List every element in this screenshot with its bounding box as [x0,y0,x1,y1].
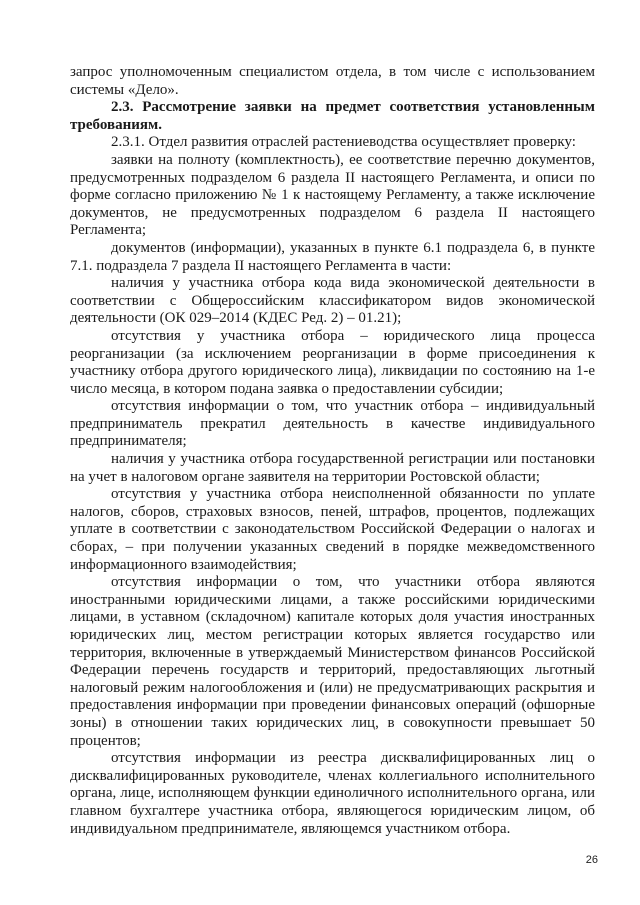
paragraph-registration: наличия у участника отбора государственной регистрации или постановки на учет в налоговом органе заявителя на территории Ростовской области; [70,451,595,485]
paragraph-tax-obligations: отсутствия у участника отбора неисполненной обязанности по уплате налогов, сборов, страховых взносов, пеней, штрафов, процентов, подлежащих уплате в соответствии с законодательством Российской Федерации о налогах и сборах, – при получении указанных сведений в порядке межведомственного информационного взаимодействия; [70,486,595,573]
paragraph-completeness-check: заявки на полноту (комплектность), ее соответствие перечню документов, предусмотренных подразделом 6 раздела II настоящего Регламента, и описи по форме согласно приложению № 1 к настоящему Регламенту, а также исключение документов, не предусмотренных подразделом 6 раздела II настоящего Регламента; [70,151,595,239]
paragraph-foreign-entities: отсутствия информации о том, что участники отбора являются иностранными юридическими лицами, а также российскими юридическими лицами, в уставном (складочном) капитале которых доля участия иностранных юридических лиц, местом регистрации которых является государство или территория, включенные в утверждаемый Министерством финансов Российской Федерации перечень государств и территорий, предоставляющих льготный налоговый режим налогообложения и (или) не предусматривающих раскрытия и предоставления информации при проведении финансовых операций (офшорные зоны) в отношении таких юридических лиц, в совокупности превышает 50 процентов; [70,574,595,749]
paragraph-documents-info: документов (информации), указанных в пункте 6.1 подраздела 6, в пункте 7.1. подраздела 7 раздела II настоящего Регламента в части: [70,239,595,274]
paragraph-activity-code: наличия у участника отбора кода вида экономической деятельности в соответствии с Общероссийским классификатором видов экономической деятельности (ОК 029–2014 (КДЕС Ред. 2) – 01.21); [70,275,595,327]
page-number: 26 [585,854,598,866]
paragraph-entrepreneur-status: отсутствия информации о том, что участник отбора – индивидуальный предприниматель прекратил деятельность в качестве индивидуального предпринимателя; [70,398,595,450]
paragraph-continuation: запрос уполномоченным специалистом отдела, в том числе с использованием системы «Дело». [70,64,595,98]
paragraph-reorganization: отсутствия у участника отбора – юридического лица процесса реорганизации (за исключением реорганизации в форме присоединения к участнику отбора другого юридического лица), ликвидации по состоянию на 1-е число месяца, в котором подана заявка о предоставлении субсидии; [70,327,595,397]
document-body [70,64,595,838]
paragraph-2-3-1: 2.3.1. Отдел развития отраслей растениеводства осуществляет проверку: [111,134,576,151]
paragraph-disqualified-persons: отсутствия информации из реестра дисквалифицированных лиц о дисквалифицированных руководителе, членах коллегиального исполнительного органа, лице, исполняющем функции единоличного исполнительного органа, или главном бухгалтере участника отбора, являющегося юридическим лицом, об индивидуальном предпринимателе, являющемся участником отбора. [70,750,595,837]
section-heading-2-3: 2.3. Рассмотрение заявки на предмет соответствия установленным требованиям. [70,99,595,133]
